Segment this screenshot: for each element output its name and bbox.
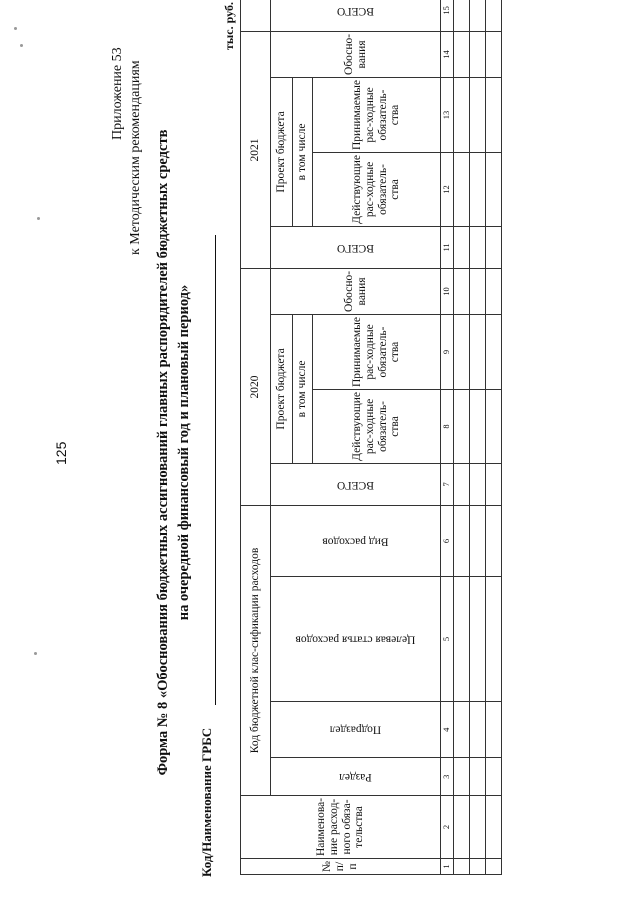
data-cell[interactable] — [470, 390, 486, 464]
col-num: 3 — [441, 758, 454, 796]
header-target-article: Целевая статья расходов — [271, 577, 441, 702]
header-accepted-2021: Принимаемые рас-ходные обязатель-ства — [313, 77, 441, 152]
data-cell[interactable] — [470, 505, 486, 576]
data-cell[interactable] — [470, 77, 486, 152]
data-cell[interactable] — [470, 153, 486, 227]
data-cell[interactable] — [470, 463, 486, 505]
scan-speck — [37, 217, 40, 220]
data-cell[interactable] — [486, 77, 502, 152]
empty-data-row — [454, 0, 470, 875]
data-cell[interactable] — [486, 795, 502, 858]
header-existing-2021: Действующие рас-ходные обязатель-ства — [313, 153, 441, 227]
data-cell[interactable] — [486, 505, 502, 576]
col-num: 1 — [441, 859, 454, 875]
data-cell[interactable] — [470, 795, 486, 858]
header-section: Раздел — [271, 758, 441, 796]
header-code-group: Код бюджетной клас-сификации расходов — [241, 505, 271, 795]
data-cell[interactable] — [454, 153, 470, 227]
header-justification-2020: Обосно-вания — [271, 268, 441, 314]
data-cell[interactable] — [486, 0, 502, 31]
data-cell[interactable] — [470, 701, 486, 757]
header-including-2021: в том числе — [293, 77, 313, 226]
data-cell[interactable] — [454, 701, 470, 757]
data-cell[interactable] — [486, 268, 502, 314]
scan-speck — [34, 652, 37, 655]
col-num: 4 — [441, 701, 454, 757]
form-title-line1: Форма № 8 «Обоснования бюджетных ассигнований главных распорядителей бюджетных средств — [155, 129, 171, 776]
header-justification-2021: Обосно-вания — [271, 31, 441, 77]
header-including-2020: в том числе — [293, 314, 313, 463]
data-cell[interactable] — [486, 226, 502, 268]
data-cell[interactable] — [454, 505, 470, 576]
header-total-2020: ВСЕГО — [271, 463, 441, 505]
data-cell[interactable] — [454, 226, 470, 268]
scan-speck — [14, 27, 17, 30]
data-cell[interactable] — [454, 31, 470, 77]
data-cell[interactable] — [470, 31, 486, 77]
data-cell[interactable] — [454, 859, 470, 875]
data-cell[interactable] — [486, 31, 502, 77]
col-num: 11 — [441, 226, 454, 268]
data-cell[interactable] — [486, 758, 502, 796]
header-year-2021: 2021 — [241, 31, 271, 268]
data-cell[interactable] — [486, 577, 502, 702]
data-cell[interactable] — [470, 758, 486, 796]
data-cell[interactable] — [454, 268, 470, 314]
data-cell[interactable] — [470, 577, 486, 702]
appendix-reference: к Методическим рекомендациям — [128, 60, 143, 255]
header-no: № п/п — [241, 859, 441, 875]
data-cell[interactable] — [470, 314, 486, 389]
data-cell[interactable] — [470, 226, 486, 268]
col-num: 15 — [441, 0, 454, 31]
empty-data-row — [486, 0, 502, 875]
data-cell[interactable] — [454, 314, 470, 389]
page-number: 125 — [53, 441, 69, 465]
data-cell[interactable] — [454, 577, 470, 702]
col-num: 2 — [441, 795, 454, 858]
data-cell[interactable] — [486, 314, 502, 389]
data-cell[interactable] — [454, 795, 470, 858]
header-project-2020: Проект бюджета — [271, 314, 293, 463]
empty-data-row — [470, 0, 486, 875]
col-num: 6 — [441, 505, 454, 576]
col-num: 10 — [441, 268, 454, 314]
header-year-2020: 2020 — [241, 268, 271, 505]
header-year-2022 — [241, 0, 271, 31]
header-expense-type: Вид расходов — [271, 505, 441, 576]
data-cell[interactable] — [470, 268, 486, 314]
data-cell[interactable] — [470, 859, 486, 875]
col-num: 8 — [441, 390, 454, 464]
appendix-number: Приложение 53 — [110, 47, 125, 140]
data-cell[interactable] — [486, 701, 502, 757]
budget-form-table — [240, 0, 502, 875]
data-cell[interactable] — [454, 758, 470, 796]
col-num: 12 — [441, 153, 454, 227]
data-cell[interactable] — [454, 77, 470, 152]
header-accepted-2020: Принимаемые рас-ходные обязатель-ства — [313, 314, 441, 389]
header-obligation-name: Наименова-ние расход-ного обяза-тельства — [241, 795, 441, 858]
data-cell[interactable] — [454, 0, 470, 31]
data-cell[interactable] — [454, 463, 470, 505]
column-number-row — [441, 0, 454, 875]
header-project-2021: Проект бюджета — [271, 77, 293, 226]
col-num: 14 — [441, 31, 454, 77]
data-cell[interactable] — [486, 859, 502, 875]
data-cell[interactable] — [486, 153, 502, 227]
header-total-2022: ВСЕГО — [271, 0, 441, 31]
data-cell[interactable] — [470, 0, 486, 31]
data-cell[interactable] — [454, 390, 470, 464]
header-existing-2020: Действующие рас-ходные обязатель-ства — [313, 390, 441, 464]
col-num: 9 — [441, 314, 454, 389]
scan-speck — [20, 44, 23, 47]
grbs-label: Код/Наименование ГРБС — [199, 727, 214, 877]
col-num: 5 — [441, 577, 454, 702]
form-title-line2: на очередной финансовый год и плановый период» — [176, 284, 192, 621]
header-total-2021: ВСЕГО — [271, 226, 441, 268]
units-label: тыс. руб. — [222, 2, 236, 50]
header-subsection: Подраздел — [271, 701, 441, 757]
data-cell[interactable] — [486, 463, 502, 505]
grbs-fill-line — [215, 235, 216, 705]
data-cell[interactable] — [486, 390, 502, 464]
col-num: 13 — [441, 77, 454, 152]
col-num: 7 — [441, 463, 454, 505]
